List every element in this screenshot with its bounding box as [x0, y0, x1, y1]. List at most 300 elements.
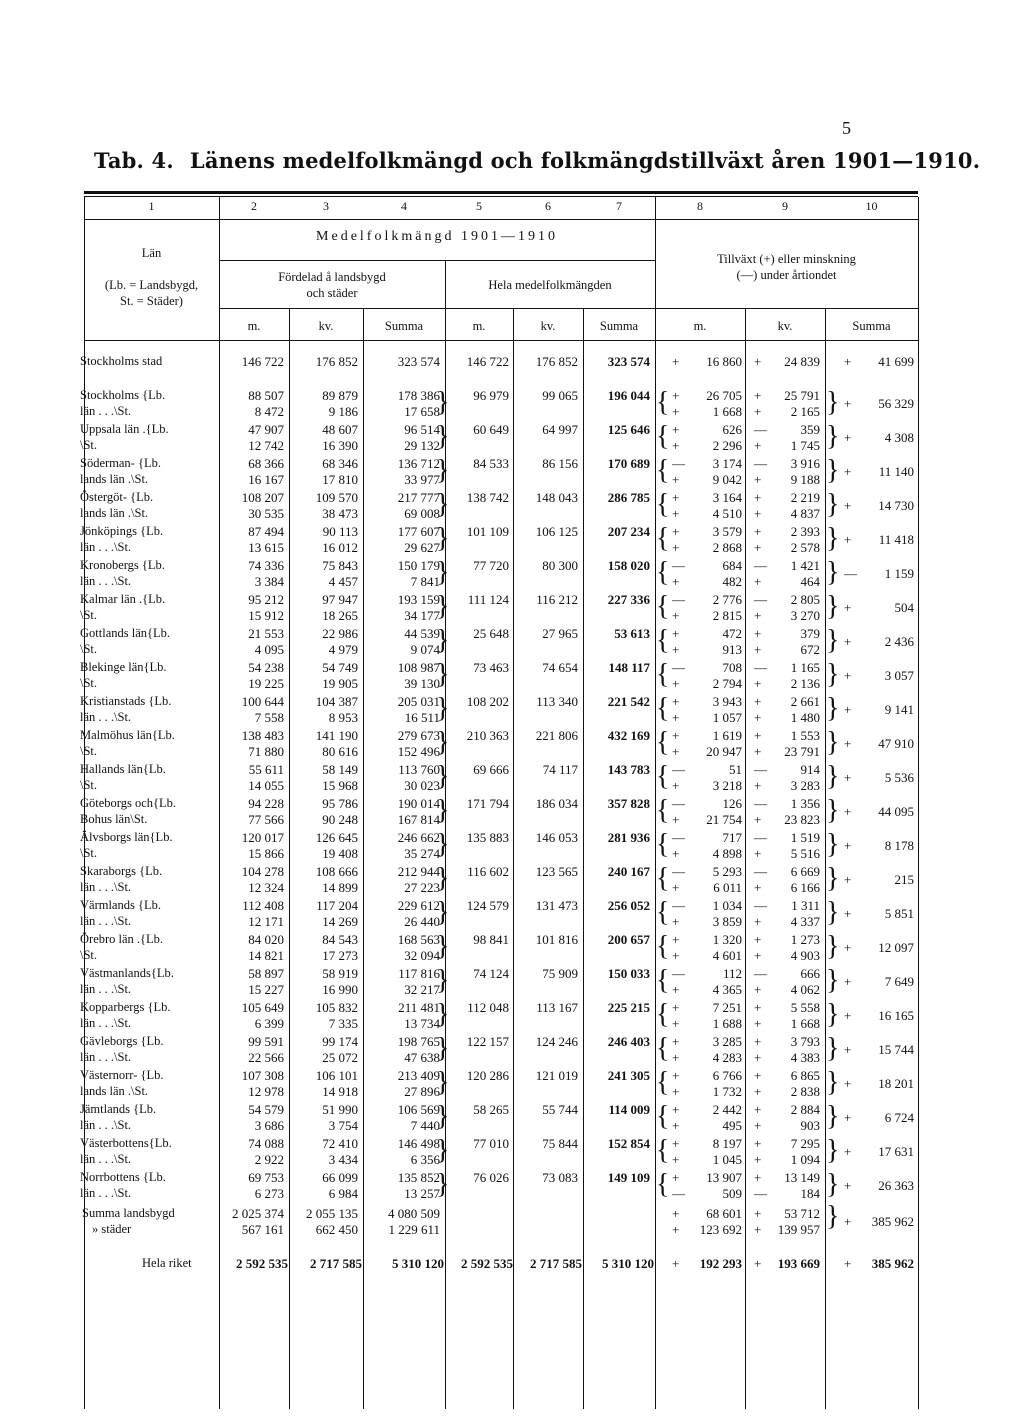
- tillvaxt-kv-sign-1: —: [754, 762, 767, 777]
- brace-icon: }: [826, 931, 840, 962]
- fordelad-st-value: 80 616: [322, 744, 358, 759]
- tillvaxt-kv-sign-2: +: [754, 982, 762, 997]
- tillvaxt-kv-1: 2 884: [790, 1102, 820, 1117]
- tillvaxt-m-1: 3 285: [712, 1034, 742, 1049]
- brace-icon: {: [656, 829, 670, 860]
- tillvaxt-summa: 16 165: [878, 1008, 914, 1023]
- hela-summa: 150 033: [607, 966, 650, 981]
- hela-kv: 80 300: [542, 558, 578, 573]
- fordelad-st-value: 39 130: [404, 676, 440, 691]
- hela-summa: 281 936: [607, 830, 650, 845]
- tillvaxt-summa: 9 141: [884, 702, 914, 717]
- grid-line: [513, 308, 514, 1409]
- fordelad-lb-value: 72 410: [322, 1136, 358, 1151]
- lan-name-line2: \St.: [80, 438, 98, 452]
- fordelad-lb-value: 104 278: [241, 864, 284, 879]
- tillvaxt-m-sign-2: +: [672, 642, 680, 657]
- brace-icon: }: [826, 1135, 840, 1166]
- summa-tk-sign-1: +: [754, 1206, 762, 1221]
- tillvaxt-kv-2: 4 337: [790, 914, 820, 929]
- tillvaxt-kv-sign-1: +: [754, 1136, 762, 1151]
- brace-icon: }: [436, 1169, 450, 1200]
- hela-summa: 323 574: [607, 354, 650, 369]
- fordelad-lb-value: 68 346: [322, 456, 358, 471]
- tillvaxt-kv-1: 2 805: [790, 592, 820, 607]
- fordelad-st-value: 9 074: [410, 642, 440, 657]
- tillvaxt-kv-sign-1: +: [754, 1034, 762, 1049]
- hela-m: 101 109: [466, 524, 509, 539]
- brace-icon: }: [826, 421, 840, 452]
- tillvaxt-kv-1: 13 149: [784, 1170, 820, 1185]
- tillvaxt-kv-sign-1: +: [754, 626, 762, 641]
- tillvaxt-m-2: 482: [722, 574, 742, 589]
- tillvaxt-kv-sign-1: +: [754, 1170, 762, 1185]
- tillvaxt-kv-2: 23 791: [784, 744, 820, 759]
- fordelad-lb-value: 211 481: [398, 1000, 440, 1015]
- column-number: 7: [616, 199, 622, 213]
- tillvaxt-kv-1: 2 393: [790, 524, 820, 539]
- fordelad-st-value: 35 274: [404, 846, 440, 861]
- fordelad-lb-value: 69 753: [248, 1170, 284, 1185]
- tillvaxt-kv-sign-2: +: [754, 642, 762, 657]
- column-number: 1: [148, 199, 155, 213]
- tillvaxt-m-sign-1: —: [672, 864, 685, 879]
- summa-tk-sign-2: +: [754, 1222, 762, 1237]
- riket-summa: 5 310 120: [392, 1256, 444, 1271]
- tillvaxt-kv-sign-1: —: [754, 796, 767, 811]
- fordelad-st-value: 15 912: [248, 608, 284, 623]
- fordelad-st-value: 15 968: [322, 778, 358, 793]
- fordelad-lb-value: 87 494: [248, 524, 284, 539]
- tillvaxt-kv-1: 1 421: [790, 558, 820, 573]
- lan-name-line2: \St.: [80, 744, 98, 758]
- tillvaxt-kv-sign-2: +: [754, 404, 762, 419]
- fordelad-lb-value: 104 387: [315, 694, 358, 709]
- header-hela: Hela medelfolkmängden: [488, 278, 612, 292]
- fordelad-st-value: 27 896: [404, 1084, 440, 1099]
- hela-summa: 221 542: [607, 694, 650, 709]
- riket-tm: 192 293: [699, 1256, 742, 1271]
- tillvaxt-m-sign-2: +: [672, 778, 680, 793]
- lan-name-line2: lands län .\St.: [80, 1084, 149, 1098]
- tillvaxt-m-sign-1: +: [672, 932, 680, 947]
- summa-label-lb: Summa landsbygd: [82, 1206, 175, 1220]
- fordelad-lb-value: 136 712: [397, 456, 440, 471]
- hela-kv: 131 473: [535, 898, 578, 913]
- tillvaxt-kv-sign-1: —: [754, 592, 767, 607]
- tillvaxt-m-sign-1: —: [672, 660, 685, 675]
- tillvaxt-summa-sign: +: [844, 1144, 852, 1159]
- fordelad-st-value: 18 265: [322, 608, 358, 623]
- header-tillvaxt-2: (—) under årtiondet: [736, 268, 837, 282]
- brace-icon: }: [436, 761, 450, 792]
- fordelad-lb-value: 94 228: [248, 796, 284, 811]
- summa-lb-kv: 2 055 135: [306, 1206, 358, 1221]
- tillvaxt-summa: 3 057: [884, 668, 914, 683]
- fordelad-st-value: 6 273: [254, 1186, 284, 1201]
- lan-name-line1: Göteborgs och{Lb.: [80, 796, 177, 810]
- fordelad-st-value: 47 638: [404, 1050, 440, 1065]
- hela-kv: 106 125: [535, 524, 578, 539]
- summa-st-kv: 662 450: [315, 1222, 358, 1237]
- fordelad-lb-value: 55 611: [248, 762, 284, 777]
- tillvaxt-summa: 4 308: [884, 430, 914, 445]
- tillvaxt-m-sign-1: +: [672, 694, 680, 709]
- tillvaxt-kv-sign-1: +: [754, 524, 762, 539]
- brace-icon: {: [656, 1033, 670, 1064]
- tillvaxt-summa-sign: +: [844, 702, 852, 717]
- tillvaxt-kv-1: 666: [800, 966, 820, 981]
- hela-m: 135 883: [466, 830, 509, 845]
- brace-icon: }: [826, 897, 840, 928]
- fordelad-st-value: 12 978: [248, 1084, 284, 1099]
- fordelad-value: 146 722: [241, 354, 284, 369]
- tillvaxt-m-1: 13 907: [706, 1170, 742, 1185]
- tillvaxt-m-sign-2: +: [672, 676, 680, 691]
- brace-icon: }: [436, 659, 450, 690]
- tillvaxt-m-sign-2: +: [672, 948, 680, 963]
- tillvaxt-m-2: 2 868: [712, 540, 742, 555]
- tillvaxt-m-2: 2 296: [712, 438, 742, 453]
- fordelad-lb-value: 168 563: [397, 932, 440, 947]
- tillvaxt-m-2: 1 057: [712, 710, 742, 725]
- hela-summa: 225 215: [607, 1000, 650, 1015]
- fordelad-st-value: 12 324: [248, 880, 284, 895]
- hela-kv: 74 654: [542, 660, 578, 675]
- header-fordelad-2: och städer: [306, 286, 358, 300]
- lan-name-line1: Söderman- {Lb.: [80, 456, 161, 470]
- fordelad-lb-value: 58 919: [322, 966, 358, 981]
- hela-kv: 113 340: [536, 694, 578, 709]
- tillvaxt-m-sign-1: +: [672, 1102, 680, 1117]
- tillvaxt-summa: 12 097: [878, 940, 914, 955]
- fordelad-st-value: 14 918: [322, 1084, 358, 1099]
- riket-m: 2 592 535: [236, 1256, 288, 1271]
- brace-icon: }: [436, 999, 450, 1030]
- tillvaxt-kv-1: 25 791: [784, 388, 820, 403]
- fordelad-st-value: 6 984: [328, 1186, 358, 1201]
- fordelad-lb-value: 109 570: [315, 490, 358, 505]
- tillvaxt-summa-sign: +: [844, 838, 852, 853]
- brace-icon: {: [656, 1135, 670, 1166]
- tillvaxt-m-sign-2: +: [672, 1016, 680, 1031]
- tillvaxt-summa: 6 724: [884, 1110, 914, 1125]
- brace-icon: }: [436, 387, 450, 418]
- tillvaxt-m-1: 472: [722, 626, 742, 641]
- brace-icon: }: [436, 829, 450, 860]
- tillvaxt-m-sign-2: —: [672, 1186, 685, 1201]
- summa-st-summa: 1 229 611: [388, 1222, 440, 1237]
- fordelad-lb-value: 105 649: [241, 1000, 284, 1015]
- lan-name-line1: Kronobergs {Lb.: [80, 558, 165, 572]
- tillvaxt-kv-sign-2: +: [754, 1050, 762, 1065]
- hela-summa: 143 783: [607, 762, 650, 777]
- brace-icon: }: [826, 387, 840, 418]
- fordelad-st-value: 8 953: [328, 710, 358, 725]
- fordelad-lb-value: 95 212: [248, 592, 284, 607]
- tillvaxt-m-2: 4 898: [712, 846, 742, 861]
- grid-line: [219, 308, 918, 309]
- tillvaxt-kv-sign-2: +: [754, 540, 762, 555]
- fordelad-lb-value: 198 765: [397, 1034, 440, 1049]
- fordelad-lb-value: 99 174: [322, 1034, 358, 1049]
- tillvaxt-kv-sign-2: +: [754, 812, 762, 827]
- brace-icon: }: [436, 795, 450, 826]
- grid-line: [918, 197, 919, 1409]
- tillvaxt-m-1: 626: [722, 422, 742, 437]
- riket-ts-sign: +: [844, 1256, 852, 1271]
- fordelad-lb-value: 84 020: [248, 932, 284, 947]
- fordelad-st-value: 4 979: [328, 642, 358, 657]
- hela-kv: 101 816: [535, 932, 578, 947]
- tillvaxt-kv-1: 359: [800, 422, 820, 437]
- column-number: 4: [401, 199, 407, 213]
- tillvaxt-summa: 5 851: [884, 906, 914, 921]
- tillvaxt-m-sign-2: +: [672, 710, 680, 725]
- fordelad-st-value: 25 072: [322, 1050, 358, 1065]
- summa-tk-2: 139 957: [777, 1222, 820, 1237]
- hela-kv: 99 065: [542, 388, 578, 403]
- brace-icon: {: [656, 727, 670, 758]
- brace-icon: {: [656, 897, 670, 928]
- column-number-row: [84, 197, 918, 220]
- hela-kv: 186 034: [535, 796, 578, 811]
- hela-summa: 246 403: [607, 1034, 650, 1049]
- tillvaxt-kv-sign-2: +: [754, 506, 762, 521]
- tillvaxt-summa-sign: +: [844, 668, 852, 683]
- tillvaxt-kv-2: 2 136: [790, 676, 820, 691]
- fordelad-lb-value: 193 159: [397, 592, 440, 607]
- tillvaxt-kv-sign-2: +: [754, 1016, 762, 1031]
- hela-summa: 256 052: [607, 898, 650, 913]
- tillvaxt-m-sign-1: —: [672, 456, 685, 471]
- tillvaxt-kv-sign-2: +: [754, 914, 762, 929]
- tillvaxt-kv-1: 1 356: [790, 796, 820, 811]
- tillvaxt-summa: 18 201: [878, 1076, 914, 1091]
- hela-m: 116 602: [467, 864, 509, 879]
- page-title: [94, 148, 980, 173]
- lan-name-line1: Kristianstads {Lb.: [80, 694, 172, 708]
- lan-name-line2: län . . .\St.: [80, 982, 132, 996]
- fordelad-lb-value: 84 543: [322, 932, 358, 947]
- lan-name-line2: län . . .\St.: [80, 880, 132, 894]
- tillvaxt-kv-2: 4 903: [790, 948, 820, 963]
- fordelad-lb-value: 58 149: [322, 762, 358, 777]
- fordelad-st-value: 2 922: [254, 1152, 284, 1167]
- tillvaxt-kv-sign-1: +: [754, 728, 762, 743]
- tillvaxt-m-1: 5 293: [712, 864, 742, 879]
- hela-summa: 170 689: [607, 456, 650, 471]
- hela-m: 84 533: [473, 456, 509, 471]
- tillvaxt-summa: 215: [894, 872, 914, 887]
- riket-hela-m: 2 592 535: [461, 1256, 513, 1271]
- tillvaxt-m-sign-2: +: [672, 540, 680, 555]
- fordelad-st-value: 15 866: [248, 846, 284, 861]
- brace-icon: {: [656, 999, 670, 1030]
- lan-name-line2: lands län .\St.: [80, 472, 149, 486]
- fordelad-lb-value: 113 760: [398, 762, 440, 777]
- tillvaxt-kv-1: 7 295: [790, 1136, 820, 1151]
- tillvaxt-kv-sign-2: +: [754, 1084, 762, 1099]
- hela-kv: 116 212: [536, 592, 578, 607]
- fordelad-lb-value: 213 409: [397, 1068, 440, 1083]
- lan-name-line1: Västernorr- {Lb.: [80, 1068, 164, 1082]
- brace-icon: }: [826, 1067, 840, 1098]
- brace-icon: {: [656, 523, 670, 554]
- header-kv-1: kv.: [318, 319, 334, 333]
- fordelad-st-value: 6 399: [254, 1016, 284, 1031]
- lan-name-line1: Kopparbergs {Lb.: [80, 1000, 171, 1014]
- fordelad-lb-value: 178 386: [397, 388, 440, 403]
- fordelad-st-value: 17 273: [322, 948, 358, 963]
- tillvaxt-summa-sign: +: [844, 1042, 852, 1057]
- fordelad-st-value: 14 821: [248, 948, 284, 963]
- fordelad-lb-value: 51 990: [322, 1102, 358, 1117]
- tillvaxt-kv-sign-2: +: [754, 438, 762, 453]
- tillvaxt-summa-sign: +: [844, 430, 852, 445]
- brace-icon: {: [656, 965, 670, 996]
- tillvaxt-m-sign-1: +: [672, 490, 680, 505]
- brace-icon: }: [436, 965, 450, 996]
- fordelad-st-value: 9 186: [328, 404, 358, 419]
- tillvaxt-m-1: 708: [722, 660, 742, 675]
- tillvaxt-m-2: 3 218: [712, 778, 742, 793]
- riket-tk-sign: +: [754, 1256, 762, 1271]
- tillvaxt-m-2: 3 859: [712, 914, 742, 929]
- tillvaxt-kv-1: 1 553: [790, 728, 820, 743]
- tillvaxt-kv-sign-1: —: [754, 864, 767, 879]
- tillvaxt-summa-sign: +: [844, 1178, 852, 1193]
- hela-summa: 432 169: [607, 728, 650, 743]
- tillvaxt-kv-2: 1 668: [790, 1016, 820, 1031]
- header-kv-3: kv.: [777, 319, 793, 333]
- hela-kv: 74 117: [542, 762, 578, 777]
- brace-icon: }: [436, 863, 450, 894]
- fordelad-st-value: 30 023: [404, 778, 440, 793]
- summa-tk-1: 53 712: [784, 1206, 820, 1221]
- summa-tm-sign-2: +: [672, 1222, 680, 1237]
- brace-icon: {: [656, 455, 670, 486]
- column-number: 2: [251, 199, 257, 213]
- lan-name-line1: Malmöhus län{Lb.: [80, 728, 175, 742]
- brace-icon: }: [436, 625, 450, 656]
- lan-name-line2: \St.: [80, 846, 98, 860]
- tillvaxt-m-2: 1 045: [712, 1152, 742, 1167]
- tillvaxt-m-1: 3 943: [712, 694, 742, 709]
- hela-m: 138 742: [466, 490, 509, 505]
- column-number: 6: [545, 199, 551, 213]
- tillvaxt-m-1: 2 442: [712, 1102, 742, 1117]
- hela-m: 25 648: [473, 626, 509, 641]
- column-number: 10: [865, 199, 878, 213]
- summa-tm-sign-1: +: [672, 1206, 680, 1221]
- hela-kv: 148 043: [535, 490, 578, 505]
- tillvaxt-summa-sign: +: [844, 974, 852, 989]
- table-title: Länens medelfolkmängd och folkmängdstillväxt åren 1901—1910.: [189, 148, 981, 173]
- lan-name-line2: lands län .\St.: [80, 506, 149, 520]
- fordelad-lb-value: 54 579: [248, 1102, 284, 1117]
- brace-icon: {: [656, 863, 670, 894]
- tillvaxt-kv-sign-2: +: [754, 1118, 762, 1133]
- tillvaxt-m-sign-1: —: [672, 762, 685, 777]
- fordelad-st-value: 3 434: [328, 1152, 358, 1167]
- brace-icon: {: [656, 557, 670, 588]
- top-rule: [84, 191, 918, 194]
- tillvaxt-summa: 1 159: [884, 566, 914, 581]
- fordelad-st-value: 32 094: [404, 948, 440, 963]
- fordelad-st-value: 27 223: [404, 880, 440, 895]
- tillvaxt-summa: 56 329: [878, 396, 914, 411]
- brace-icon: {: [656, 421, 670, 452]
- tillvaxt-kv-sign-2: +: [754, 574, 762, 589]
- tillvaxt-m-1: 8 197: [712, 1136, 742, 1151]
- hela-summa: 357 828: [607, 796, 650, 811]
- fordelad-st-value: 90 248: [322, 812, 358, 827]
- lan-name-line1: Gävleborgs {Lb.: [80, 1034, 164, 1048]
- fordelad-lb-value: 106 569: [397, 1102, 440, 1117]
- tillvaxt-m-1: 7 251: [712, 1000, 742, 1015]
- fordelad-lb-value: 88 507: [248, 388, 284, 403]
- hela-kv: 27 965: [542, 626, 578, 641]
- hela-m: 58 265: [473, 1102, 509, 1117]
- fordelad-st-value: 7 440: [410, 1118, 440, 1133]
- tillvaxt-m-1: 1 034: [712, 898, 742, 913]
- tillvaxt-m-sign-2: +: [672, 472, 680, 487]
- header-medelfolkmangd: Medelfolkmängd 1901—1910: [316, 229, 558, 244]
- grid-line: [583, 308, 584, 1409]
- brace-icon: {: [656, 387, 670, 418]
- riket-tm-sign: +: [672, 1256, 680, 1271]
- hela-m: 96 979: [473, 388, 509, 403]
- header-m-2: m.: [472, 319, 486, 333]
- tillvaxt-kv-2: 2 165: [790, 404, 820, 419]
- tillvaxt-summa: 41 699: [878, 354, 914, 369]
- tillvaxt-kv-1: 5 558: [790, 1000, 820, 1015]
- summa-ts: 385 962: [871, 1214, 914, 1229]
- tillvaxt-kv-2: 3 283: [790, 778, 820, 793]
- tillvaxt-m-1: 26 705: [706, 388, 742, 403]
- brace-icon: }: [826, 455, 840, 486]
- fordelad-st-value: 16 390: [322, 438, 358, 453]
- tillvaxt-kv-sign-1: —: [754, 660, 767, 675]
- tillvaxt-m-sign-1: +: [672, 422, 680, 437]
- fordelad-lb-value: 89 879: [322, 388, 358, 403]
- tillvaxt-kv-sign-2: +: [754, 846, 762, 861]
- lan-name-line2: län . . .\St.: [80, 1186, 132, 1200]
- hela-m: 120 286: [466, 1068, 509, 1083]
- tillvaxt-m-sign-1: +: [672, 1170, 680, 1185]
- brace-icon: {: [656, 591, 670, 622]
- tillvaxt-m-sign-2: +: [672, 812, 680, 827]
- tillvaxt-m-sign-2: +: [672, 1050, 680, 1065]
- tillvaxt-m-2: 9 042: [712, 472, 742, 487]
- fordelad-st-value: 69 008: [404, 506, 440, 521]
- tillvaxt-m-2: 2 815: [712, 608, 742, 623]
- lan-name-line1: Västerbottens{Lb.: [80, 1136, 172, 1150]
- hela-summa: 125 646: [607, 422, 650, 437]
- lan-name-line1: Jämtlands {Lb.: [80, 1102, 157, 1116]
- tillvaxt-kv-sign-1: —: [754, 456, 767, 471]
- brace-icon: }: [436, 1033, 450, 1064]
- tillvaxt-m-sign-2: +: [672, 608, 680, 623]
- hela-summa: 240 167: [607, 864, 650, 879]
- brace-icon: }: [436, 1135, 450, 1166]
- brace-icon: }: [436, 557, 450, 588]
- brace-icon: }: [826, 557, 840, 588]
- fordelad-lb-value: 120 017: [241, 830, 284, 845]
- hela-kv: 176 852: [535, 354, 578, 369]
- fordelad-st-value: 34 177: [404, 608, 440, 623]
